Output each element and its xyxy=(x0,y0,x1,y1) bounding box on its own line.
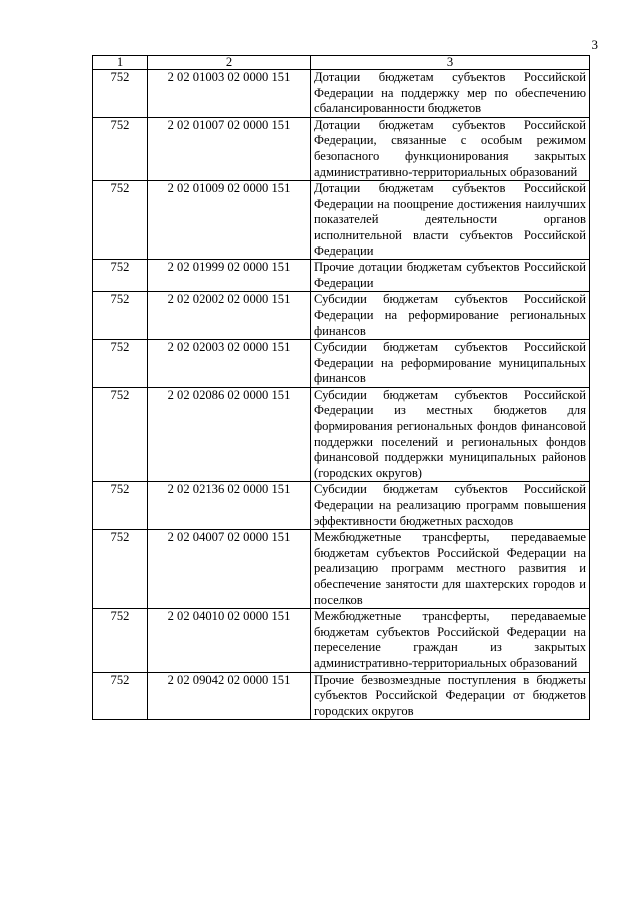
table-row xyxy=(93,117,590,180)
budget-code-cell: 2 02 01999 02 0000 151 xyxy=(148,260,311,292)
column-header-3: 3 xyxy=(311,56,590,70)
budget-code-cell: 2 02 01009 02 0000 151 xyxy=(148,181,311,260)
revenue-name-cell: Субсидии бюджетам субъектов Российской Федерации на реформирование региональных финансов xyxy=(311,292,590,340)
admin-code-cell: 752 xyxy=(93,260,148,292)
revenue-name-cell: Субсидии бюджетам субъектов Российской Федерации из местных бюджетов для формирования региональных фондов финансовой поддержки поселений и региональных фондов финансовой поддержки муниципальных районов (городских округов) xyxy=(311,387,590,482)
revenue-name-cell: Субсидии бюджетам субъектов Российской Федерации на реализацию программ повышения эффективности бюджетных расходов xyxy=(311,482,590,530)
budget-code-cell: 2 02 02002 02 0000 151 xyxy=(148,292,311,340)
table-row xyxy=(93,530,590,609)
table-row xyxy=(93,340,590,388)
admin-code-cell: 752 xyxy=(93,609,148,672)
admin-code-cell: 752 xyxy=(93,181,148,260)
admin-code-cell: 752 xyxy=(93,482,148,530)
admin-code-cell: 752 xyxy=(93,292,148,340)
table-row xyxy=(93,609,590,672)
budget-code-cell: 2 02 01007 02 0000 151 xyxy=(148,117,311,180)
revenue-name-cell: Дотации бюджетам субъектов Российской Федерации на поощрение достижения наилучших показателей деятельности органов исполнительной власти субъектов Российской Федерации xyxy=(311,181,590,260)
table-row xyxy=(93,70,590,118)
table-row xyxy=(93,181,590,260)
budget-code-cell: 2 02 04010 02 0000 151 xyxy=(148,609,311,672)
budget-codes-table xyxy=(92,55,590,720)
column-header-2: 2 xyxy=(148,56,311,70)
revenue-name-cell: Субсидии бюджетам субъектов Российской Федерации на реформирование муниципальных финансов xyxy=(311,340,590,388)
budget-code-cell: 2 02 04007 02 0000 151 xyxy=(148,530,311,609)
table-row xyxy=(93,387,590,482)
revenue-name-cell: Межбюджетные трансферты, передаваемые бюджетам субъектов Российской Федерации на переселение граждан из закрытых административно-территориальных образований xyxy=(311,609,590,672)
column-header-1: 1 xyxy=(93,56,148,70)
budget-code-cell: 2 02 01003 02 0000 151 xyxy=(148,70,311,118)
admin-code-cell: 752 xyxy=(93,672,148,720)
table-row xyxy=(93,292,590,340)
revenue-name-cell: Межбюджетные трансферты, передаваемые бюджетам субъектов Российской Федерации на реализацию программ местного развития и обеспечение занятости для шахтерских городов и поселков xyxy=(311,530,590,609)
table-row xyxy=(93,260,590,292)
budget-code-cell: 2 02 09042 02 0000 151 xyxy=(148,672,311,720)
budget-code-cell: 2 02 02136 02 0000 151 xyxy=(148,482,311,530)
admin-code-cell: 752 xyxy=(93,340,148,388)
budget-code-cell: 2 02 02086 02 0000 151 xyxy=(148,387,311,482)
admin-code-cell: 752 xyxy=(93,70,148,118)
revenue-name-cell: Дотации бюджетам субъектов Российской Федерации на поддержку мер по обеспечению сбалансированности бюджетов xyxy=(311,70,590,118)
budget-code-cell: 2 02 02003 02 0000 151 xyxy=(148,340,311,388)
revenue-name-cell: Дотации бюджетам субъектов Российской Федерации, связанные с особым режимом безопасного функционирования закрытых административно-территориальных образований xyxy=(311,117,590,180)
admin-code-cell: 752 xyxy=(93,387,148,482)
revenue-name-cell: Прочие дотации бюджетам субъектов Российской Федерации xyxy=(311,260,590,292)
admin-code-cell: 752 xyxy=(93,117,148,180)
table-header-row xyxy=(93,56,590,70)
table-row xyxy=(93,672,590,720)
revenue-name-cell: Прочие безвозмездные поступления в бюджеты субъектов Российской Федерации от бюджетов городских округов xyxy=(311,672,590,720)
table-row xyxy=(93,482,590,530)
admin-code-cell: 752 xyxy=(93,530,148,609)
page-number: 3 xyxy=(591,37,598,52)
